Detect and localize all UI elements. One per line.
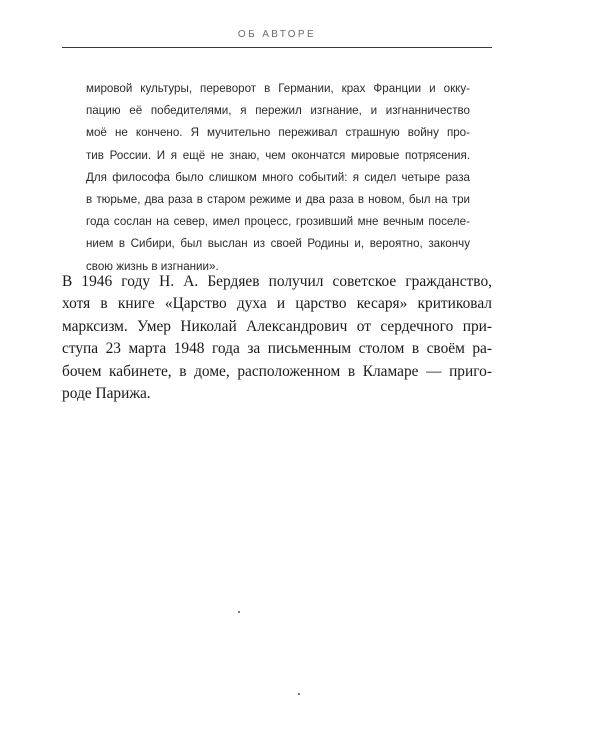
header-rule [62, 47, 492, 48]
paragraph-line: бочем кабинете, в доме, расположенном в Кламаре — приго- [62, 362, 492, 380]
quote-line: пацию её победителями, я пережил изгнание, и изгнанничество [86, 104, 470, 118]
paragraph-line: хотя в книге «Царство духа и царство кесаря» критиковал [62, 295, 492, 313]
scan-speck [298, 693, 300, 695]
quote-line: в тюрьме, два раза в старом режиме и два раза в новом, был на три [86, 193, 470, 207]
running-header: ОБ АВТОРЕ [237, 29, 317, 40]
scan-speck [238, 611, 240, 613]
quote-line: тив России. И я ещё не знаю, чем окончатся мировые потрясения. [86, 148, 470, 162]
quote-line: моё не кончено. Я мучительно переживал страшную войну про- [86, 126, 470, 140]
quote-line: года сослан на север, имел процесс, грозивший мне вечным поселе- [86, 215, 470, 229]
quote-line: мировой культуры, переворот в Германии, крах Франции и окку- [86, 82, 470, 95]
paragraph-line: В 1946 году Н. А. Бердяев получил советское гражданство, [62, 273, 492, 290]
paragraph-line: роде Парижа. [62, 385, 151, 403]
paragraph-line: ступа 23 марта 1948 года за письменным столом в своём ра- [62, 340, 492, 358]
paragraph-line: марксизм. Умер Николай Александрович от сердечного при- [62, 317, 492, 335]
quote-block [86, 78, 470, 278]
quote-line: нием в Сибири, был выслан из своей Родины и, вероятно, закончу [86, 237, 470, 251]
quote-line: свою жизнь в изгнании». [86, 259, 219, 273]
main-paragraph [62, 271, 492, 405]
quote-line: Для философа было слишком много событий: я сидел четыре раза [86, 170, 470, 184]
